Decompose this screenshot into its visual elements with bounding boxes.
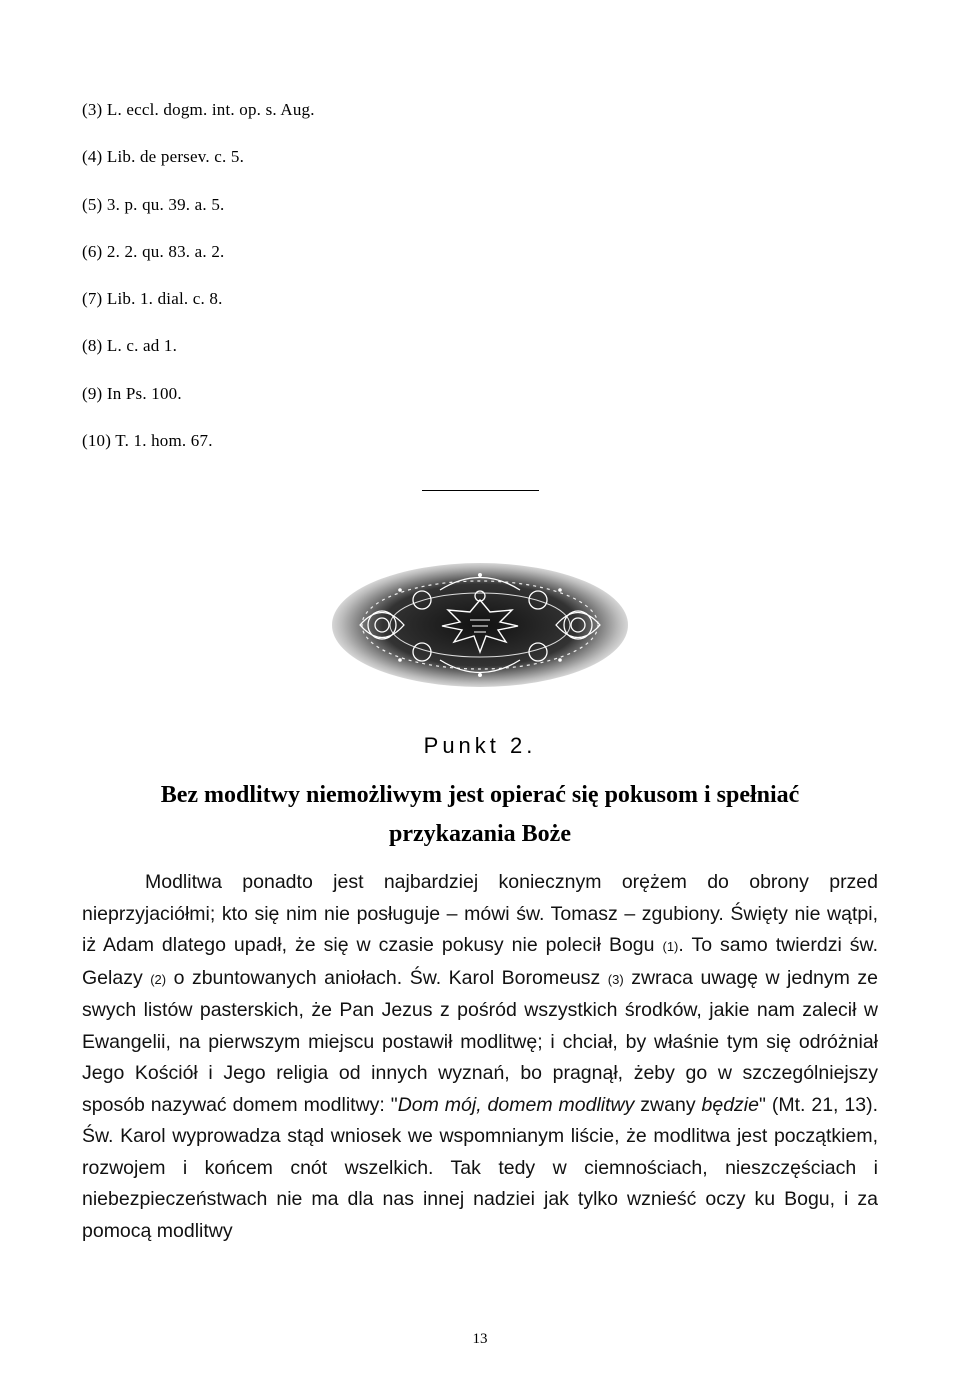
section-label: Punkt 2.	[423, 733, 537, 758]
body-text-segment: Modlitwa ponadto jest najbardziej koniecznym orężem do obrony przed nieprzyjaciółmi; kto się nim nie posługuje – mówi św. Tomasz – zgubiony. Święty nie wątpi, iż Adam dlatego upadł, że się w czasie pokusy nie polecił Bogu	[82, 871, 878, 956]
footnote: (5) 3. p. qu. 39. a. 5.	[82, 194, 225, 214]
footnote: (9) In Ps. 100.	[82, 383, 182, 403]
body-text-segment: zwraca uwagę w jednym ze swych listów pasterskich, że Pan Jezus z pośród wszystkich środków, jakie nam zalecił w Ewangelii, na pierwszym miejscu postawił modlitwę; i chciał, by właśnie tym się odróżniał Jego Kościół i Jego religia od innych wyznań, bo pragnął, żeby go w szczególniejszy sposób nazywać domem modlitwy: "	[82, 966, 878, 1116]
section-title: Bez modlitwy niemożliwym jest opierać się pokusom i spełniać przykazania Boże	[160, 782, 800, 847]
decorative-ornament-icon	[330, 560, 630, 690]
footnote: (10) T. 1. hom. 67.	[82, 431, 213, 451]
quoted-text: Dom mój, domem modlitwy	[397, 1093, 635, 1116]
footnote-ref: (1)	[662, 939, 679, 954]
quoted-text: będzie	[701, 1093, 759, 1116]
footnote: (8) L. c. ad 1.	[82, 336, 178, 356]
footnote: (6) 2. 2. qu. 83. a. 2.	[82, 241, 225, 261]
body-text-segment: zwany	[634, 1093, 702, 1116]
page-number: 13	[472, 1331, 488, 1347]
body-paragraph	[82, 867, 878, 1247]
body-text-segment: " (Mt. 21, 13). Św. Karol wyprowadza stąd wniosek we wspomnianym liście, że modlitwa jest początkiem, rozwojem i końcem cnót wszelkich. Tak tedy w ciemnościach, nieszczęściach i niebezpieczeństwach nie ma dla nas innej nadziei jak tylko wznieść oczy ku Bogu, i za pomocą modlitwy	[82, 1093, 878, 1242]
footnote-ref: (3)	[607, 971, 624, 987]
footnote-ref: (2)	[150, 971, 167, 987]
footnote-list	[82, 100, 582, 478]
separator-rule	[422, 490, 539, 491]
footnote: (3) L. eccl. dogm. int. op. s. Aug.	[82, 100, 315, 119]
body-text-segment: . To samo twierdzi św. Gelazy	[82, 934, 878, 989]
footnote: (4) Lib. de persev. c. 5.	[82, 147, 245, 167]
body-text-segment: o zbuntowanych aniołach. Św. Karol Boromeusz	[166, 966, 608, 989]
footnote: (7) Lib. 1. dial. c. 8.	[82, 289, 223, 309]
